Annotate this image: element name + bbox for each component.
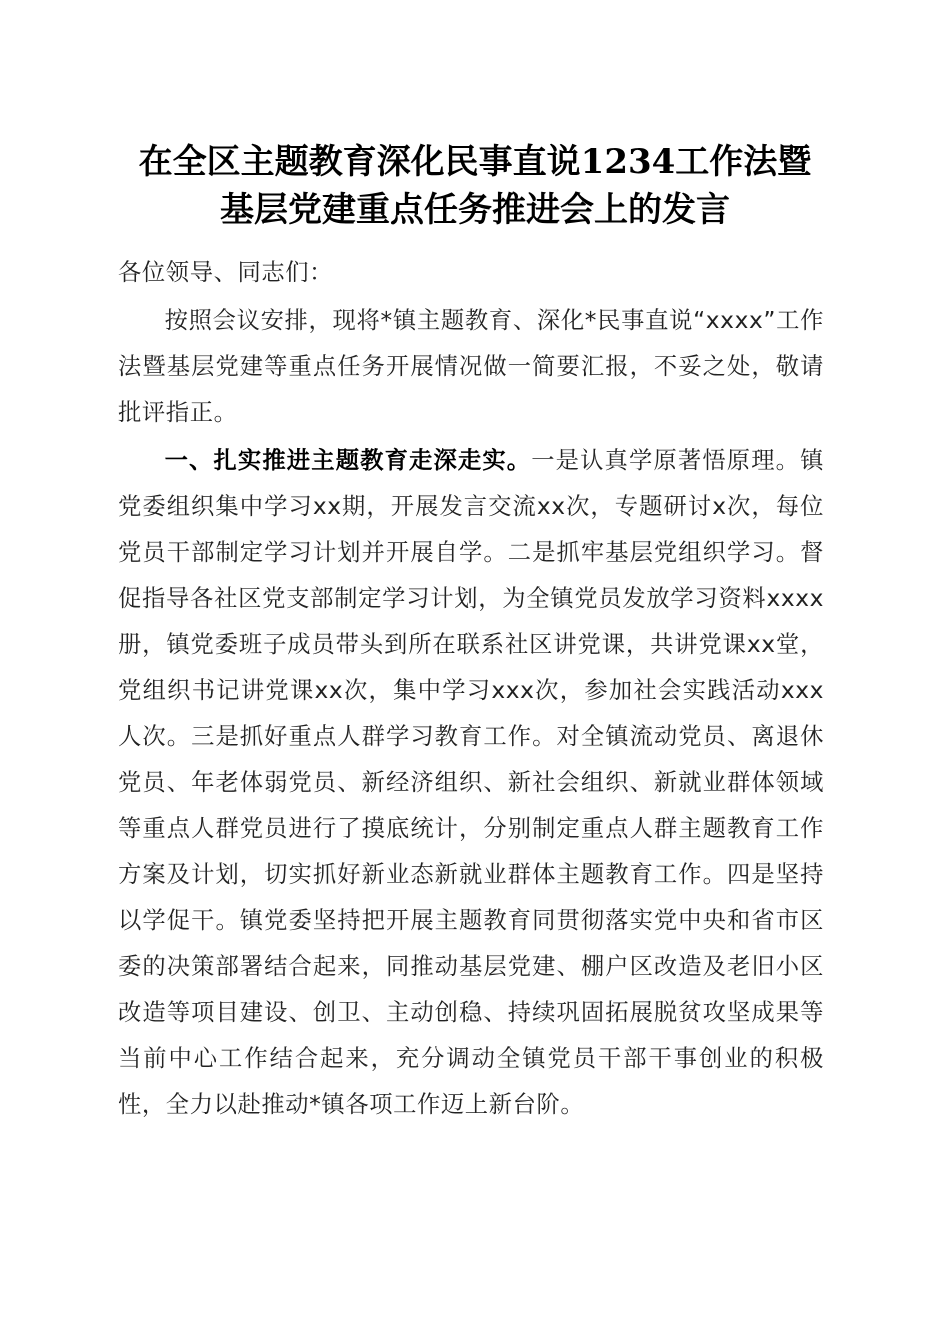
title-line-1: 在全区主题教育深化民事直说1234工作法暨 (138, 142, 812, 182)
intro-paragraph: 按照会议安排，现将*镇主题教育、深化*民事直说“xxxx”工作法暨基层党建等重点任务开展情况做一简要汇报，不妥之处，敬请批评指正。 (118, 307, 824, 426)
document-title (60, 138, 890, 234)
section-1-heading: 一、扎实推进主题教育走深走实。 (164, 447, 532, 474)
section-1-body: 一是认真学原著悟原理。镇党委组织集中学习xx期，开展发言交流xx次，专题研讨x次，每位党员干部制定学习计划并开展自学。二是抓牢基层党组织学习。督促指导各社区党支部制定学习计划，为全镇党员发放学习资料xxxx册，镇党委班子成员带头到所在联系社区讲党课，共讲党课xx堂，党组织书记讲党课xx次，集中学习xxx次，参加社会实践活动xxx人次。三是抓好重点人群学习教育工作。对全镇流动党员、离退休党员、年老体弱党员、新经济组织、新社会组织、新就业群体领域等重点人群党员进行了摸底统计，分别制定重点人群主题教育工作方案及计划，切实抓好新业态新就业群体主题教育工作。四是坚持以学促干。镇党委坚持把开展主题教育同贯彻落实党中央和省市区委的决策部署结合起来，同推动基层党建、棚户区改造及老旧小区改造等项目建设、创卫、主动创稳、持续巩固拓展脱贫攻坚成果等当前中心工作结合起来，充分调动全镇党员干部干事创业的积极性，全力以赴推动*镇各项工作迈上新台阶。 (118, 447, 824, 1118)
title-line-2: 基层党建重点任务推进会上的发言 (220, 190, 730, 230)
section-1-paragraph (118, 438, 824, 1128)
document-body (118, 250, 824, 1130)
salutation: 各位领导、同志们： (118, 259, 334, 286)
